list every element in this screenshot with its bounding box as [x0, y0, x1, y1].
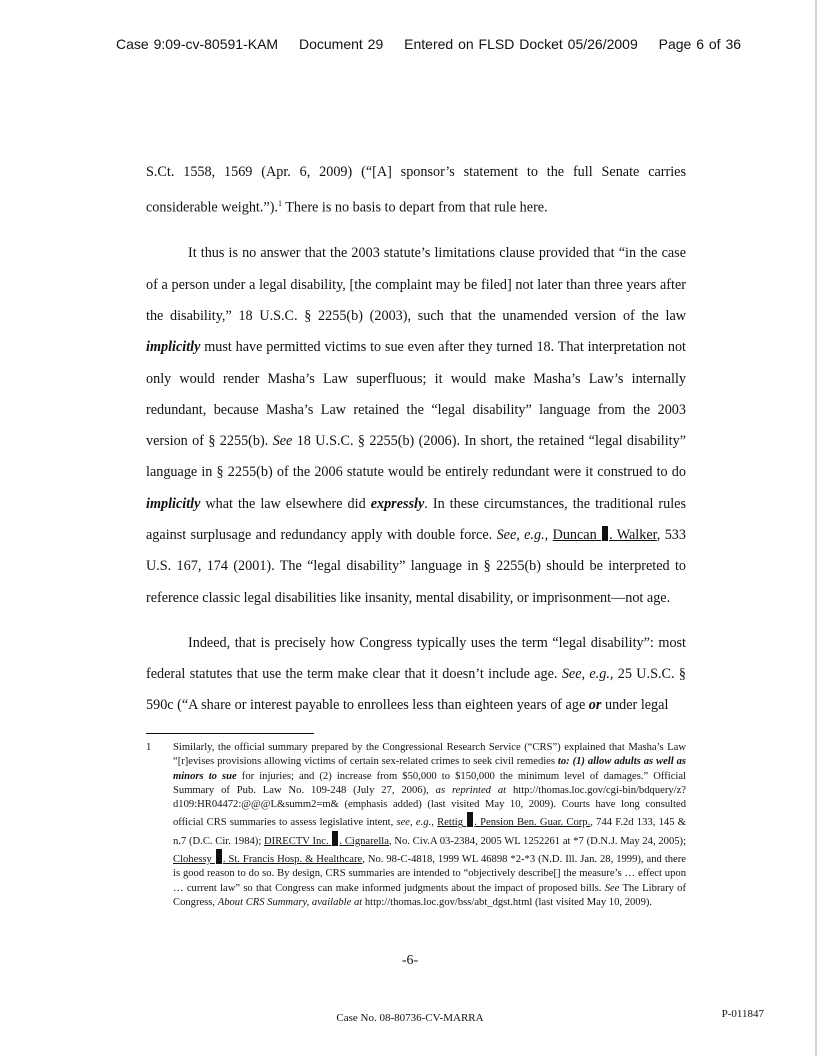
paragraph-1: S.Ct. 1558, 1569 (Apr. 6, 2009) (“[A] sponsor’s statement to the full Senate carries considerable weight.”).$^1$ There is no basis to depart from that rule here.: [146, 164, 686, 217]
emphasis-or: or: [588, 697, 602, 714]
footnote-reference: 1: [277, 199, 282, 209]
emphasis-implicitly-2: implicitly: [146, 495, 201, 512]
brief-body: [146, 157, 686, 722]
redaction-mark: [216, 849, 222, 864]
emphasis-implicitly: implicitly: [146, 339, 201, 356]
header-entered-docket: Entered on FLSD Docket 05/26/2009: [404, 36, 638, 52]
footnote-separator: [146, 733, 314, 734]
header-document-number: Document 29: [298, 36, 384, 52]
redaction-mark: [332, 831, 338, 846]
footnote-1: [146, 741, 686, 910]
case-citation-directv: DIRECTV Inc. . Cignarella: [264, 836, 389, 847]
redaction-mark: [467, 812, 473, 827]
footnote-number: 1: [146, 742, 152, 753]
footer-case-number: Case No. 08-80736-CV-MARRA: [336, 1012, 484, 1024]
case-citation-clohessy: Clohessy . St. Francis Hosp. & Healthcare: [173, 854, 362, 865]
docket-header: [116, 36, 756, 52]
footnote-text: Similarly, the official summary prepared by the Congressional Research Service (“CRS”) explained that Masha’s Law “[r]evises provisions allowing victims of certain sex-related crimes to seek civil remedies to: (1) allow adults as well as minors to sue for injuries; and (2) increase from $50,000 to $150,000 the minimum level of damages.” Official Summary of Pub. Law No. 109-248 (July 27, 2006), as reprinted at http://thomas.loc.gov/cgi-bin/bdquery/z?d109:HR04472:@@@L&summ2=m& (emphasis added) (last visited May 10, 2009). Courts have long consulted official CRS summaries to assess legislative intent, see, e.g., Rettig . Pension Ben. Guar. Corp., 744 F.2d 133, 145 & n.7 (D.C. Cir. 1984); DIRECTV Inc. . Cignarella, No. Civ.A 03-2384, 2005 WL 1252261 at *7 (D.N.J. May 24, 2005); Clohessy . St. Francis Hosp. & Healthcare, No. 98-C-4818, 1999 WL 46898 *2-*3 (N.D. Ill. Jan. 28, 1999), and there is good reason to do so. By design, CRS summaries are intended to “objectively describe[] the measure’s … effect upon … current law” so that Congress can make informed judgments about the impact of proposed bills. See The Library of Congress, About CRS Summary, available at http://thomas.loc.gov/bss/abt_dgst.html (last visited May 10, 2009).: [173, 742, 687, 908]
header-page-count: Page 6 of 36: [658, 36, 742, 52]
case-citation-duncan: Duncan . Walker: [552, 527, 657, 543]
header-case-number: Case 9:09-cv-80591-KAM: [116, 36, 279, 52]
redaction-mark: [602, 526, 608, 541]
paragraph-2: It thus is no answer that the 2003 statute’s limitations clause provided that “in the case of a person under a legal disability, [the complaint may be filed] not later than three years after the disability,” 18 U.S.C. § 2255(b) (2003), such that the unamended version of the law implicitly must have permitted victims to sue even after they turned 18. That interpretation not only would render Masha’s Law superfluous; it would make Masha’s Law’s internally redundant, because Masha’s Law retained the “legal disability” language from the 2003 version of § 2255(b). See 18 U.S.C. § 2255(b) (2006). In short, the retained “legal disability” language in § 2255(b) of the 2006 statute would be entirely redundant were it construed to do implicitly what the law elsewhere did expressly. In these circumstances, the traditional rules against surplusage and redundancy apply with double force. See, e.g., Duncan . Walker, 533 U.S. 167, 174 (2001). The “legal disability” language in § 2255(b) should be interpreted to reference classic legal disabilities like insanity, mental disability, or imprisonment—not age.: [146, 245, 686, 606]
paragraph-3: Indeed, that is precisely how Congress typically uses the term “legal disability”: most federal statutes that use the term make clear that it doesn’t include age. See, e.g., 25 U.S.C. § 590c (“A share or interest payable to enrollees less than eighteen years of age or under legal: [146, 634, 686, 714]
bates-number: P-011847: [721, 1008, 764, 1020]
emphasis-expressly: expressly: [370, 495, 425, 512]
case-citation-rettig: Rettig . Pension Ben. Guar. Corp.: [437, 817, 590, 828]
page-number: -6-: [401, 953, 419, 968]
